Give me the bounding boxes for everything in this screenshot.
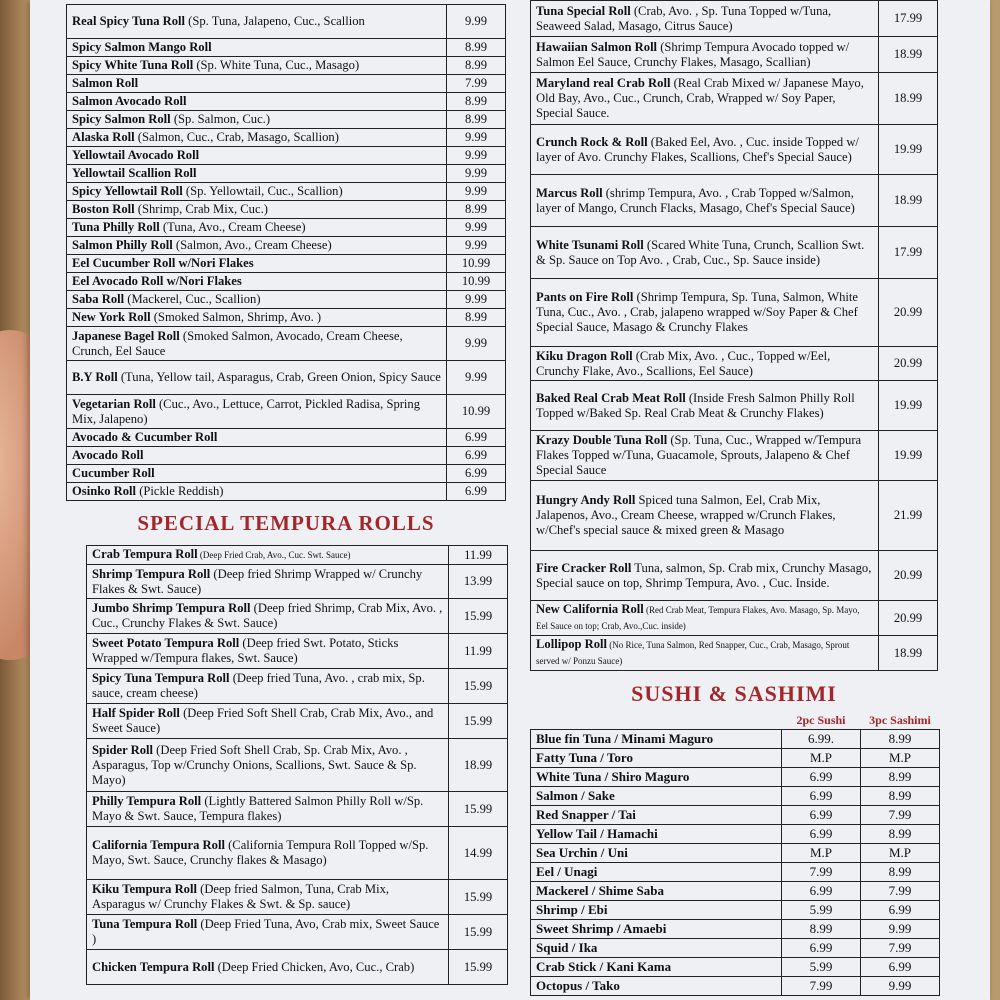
menu-item-row (531, 347, 938, 381)
item-name: Real Spicy Tuna Roll (72, 14, 186, 28)
item-name: Avocado & Cucumber Roll (72, 430, 218, 444)
sushi-price: 7.99 (782, 863, 861, 882)
item-description: (Tuna, Yellow tail, Asparagus, Crab, Green Onion, Spicy Sauce (117, 370, 441, 384)
item-price: 8.99 (447, 57, 506, 75)
item-description: (Inside Fresh Salmon Philly Roll Topped w/Baked Sp. Real Crab Meat & Crunchy Flakes) (536, 390, 855, 420)
sushi-row (531, 806, 940, 825)
item-name: Salmon Avocado Roll (72, 94, 187, 108)
sushi-name: Red Snapper / Tai (531, 806, 782, 825)
item-description: (Salmon, Avo., Cream Cheese) (172, 238, 332, 252)
menu-item-row (87, 827, 508, 880)
item-price: 8.99 (447, 93, 506, 111)
menu-item-row (87, 565, 508, 599)
item-description: (No Rice, Tuna Salmon, Red Snapper, Cuc., Crab, Masago, Sprout served w/ Ponzu Sauce) (536, 640, 850, 666)
item-description: (Smoked Salmon, Shrimp, Avo. ) (150, 310, 322, 324)
item-price: 9.99 (447, 237, 506, 255)
item-price: 6.99 (447, 483, 506, 501)
menu-item-row (87, 915, 508, 950)
item-price: 10.99 (447, 395, 506, 429)
item-price: 18.99 (879, 175, 938, 227)
sushi-name: Fatty Tuna / Toro (531, 749, 782, 768)
sashimi-price: 8.99 (861, 863, 940, 882)
menu-item-row (67, 309, 506, 327)
item-price: 20.99 (879, 601, 938, 636)
menu-item-row (67, 183, 506, 201)
item-name: Cucumber Roll (72, 466, 155, 480)
item-name: Hawaiian Salmon Roll (536, 39, 658, 54)
item-name: Pants on Fire Roll (536, 290, 634, 304)
item-price: 9.99 (447, 129, 506, 147)
item-description: (Crab Mix, Avo. , Cuc., Topped w/Eel, Crunchy Flake, Avo., Scallions, Eel Sauce) (536, 348, 831, 378)
item-name: Sweet Potato Tempura Roll (92, 636, 240, 650)
sashimi-price: 8.99 (861, 730, 940, 749)
sushi-name: Crab Stick / Kani Kama (531, 958, 782, 977)
sushi-name: Sea Urchin / Uni (531, 844, 782, 863)
item-name: Crunch Rock & Roll (536, 134, 648, 149)
sushi-row (531, 958, 940, 977)
item-price: 11.99 (449, 634, 508, 669)
item-price: 10.99 (447, 273, 506, 291)
item-name: Boston Roll (72, 202, 135, 216)
item-description: (Baked Eel, Avo. , Cuc. inside Topped w/ layer of Avo. Crunchy Flakes, Scallions, Chef's Special Sauce) (536, 134, 859, 164)
sushi-table (530, 711, 940, 996)
item-description: (Smoked Salmon, Avocado, Cream Cheese, Crunch, Eel Sauce (72, 328, 403, 358)
item-name: Chicken Tempura Roll (92, 959, 215, 974)
sushi-price: 6.99 (782, 787, 861, 806)
sushi-name: Blue fin Tuna / Minami Maguro (531, 730, 782, 749)
menu-item-row (531, 125, 938, 175)
item-name: Tuna Philly Roll (72, 220, 160, 234)
item-price: 9.99 (447, 361, 506, 395)
item-name: California Tempura Roll (92, 838, 225, 852)
item-name: Philly Tempura Roll (92, 794, 202, 808)
item-price: 9.99 (447, 219, 506, 237)
item-description: (shrimp Tempura, Avo. , Crab Topped w/Salmon, layer of Mango, Crunch Flacks, Masago, Chef's Special Sauce) (536, 185, 855, 215)
item-description: (Deep Fried Soft Shell Crab, Crab Mix, Avo., and Sweet Sauce) (92, 706, 434, 735)
sushi-row (531, 787, 940, 806)
sushi-heading: SUSHI & SASHIMI (631, 681, 837, 706)
menu-item-row (531, 551, 938, 601)
menu-item-row (87, 704, 508, 739)
item-price: 21.99 (879, 481, 938, 551)
item-name: Krazy Double Tuna Roll (536, 433, 668, 447)
sushi-price: 6.99 (782, 939, 861, 958)
sushi-name: Shrimp / Ebi (531, 901, 782, 920)
item-price: 17.99 (879, 227, 938, 279)
menu-item-row (67, 75, 506, 93)
sushi-name: Eel / Unagi (531, 863, 782, 882)
sushi-price: 6.99 (782, 806, 861, 825)
item-description: (Scared White Tuna, Crunch, Scallion Swt. & Sp. Sauce on Top Avo. , Crab, Cuc., Sp. Sauce inside) (536, 237, 865, 267)
menu-item-row (67, 361, 506, 395)
item-price: 18.99 (879, 636, 938, 671)
item-price: 8.99 (447, 309, 506, 327)
menu-item-row (531, 37, 938, 73)
item-description: (Deep fried Swt. Potato, Sticks Wrapped w/Tempura flakes, Swt. Sauce) (92, 636, 399, 665)
sushi-price: 6.99 (782, 882, 861, 901)
item-description: (Cuc., Avo., Lettuce, Carrot, Pickled Radisa, Spring Mix, Jalapeno) (72, 396, 421, 426)
right-column (530, 0, 938, 996)
item-name: Yellowtail Scallion Roll (72, 166, 197, 180)
item-name: Eel Avocado Roll w/Nori Flakes (72, 274, 242, 288)
sashimi-price: M.P (861, 749, 940, 768)
item-description: (Deep fried Salmon, Tuna, Crab Mix, Asparagus w/ Crunchy Flakes & Swt. & Sp. sauce) (92, 882, 390, 911)
item-name: Avocado Roll (72, 448, 144, 462)
item-name: Hungry Andy Roll (536, 493, 636, 507)
item-description: (Tuna, Avo., Cream Cheese) (159, 220, 306, 234)
item-name: Tuna Special Roll (536, 3, 631, 18)
item-price: 15.99 (449, 915, 508, 950)
menu-item-row (531, 601, 938, 636)
sushi-name: Mackerel / Shime Saba (531, 882, 782, 901)
menu-item-row (67, 273, 506, 291)
item-description: (Red Crab Meat, Tempura Flakes, Avo. Masago, Sp. Mayo, Eel Sauce on top; Crab, Avo.,Cuc. inside) (536, 605, 860, 631)
sushi-price: M.P (782, 844, 861, 863)
sushi-row (531, 730, 940, 749)
menu-item-row (87, 950, 508, 985)
sushi-row (531, 882, 940, 901)
menu-item-row (67, 483, 506, 501)
item-description: (Real Crab Mixed w/ Japanese Mayo, Old Bay, Avo., Cuc., Crunch, Crab, Wrapped w/ Soy Paper, Special Sauce. (536, 76, 864, 120)
item-price: 9.99 (447, 327, 506, 361)
item-description: (Deep Fried Tuna, Avo, Crab mix, Sweet Sauce ) (92, 917, 440, 946)
item-name: Shrimp Tempura Roll (92, 566, 211, 581)
sushi-price: 5.99 (782, 901, 861, 920)
menu-item-row (67, 201, 506, 219)
sushi-row (531, 920, 940, 939)
sashimi-price: 7.99 (861, 882, 940, 901)
item-description: (Lightly Battered Salmon Philly Roll w/Sp. Mayo & Swt. Sauce, Tempura flakes) (92, 794, 424, 823)
item-description: (Shrimp Tempura Avocado topped w/ Salmon Eel Sauce, Crunchy Flakes, Masago, Scallian) (536, 39, 850, 69)
menu-item-row (87, 792, 508, 827)
sushi-name: Squid / Ika (531, 939, 782, 958)
item-name: Lollipop Roll (536, 637, 608, 651)
sushi-row (531, 901, 940, 920)
menu-item-row (67, 291, 506, 309)
item-price: 6.99 (447, 429, 506, 447)
menu-item-row (87, 669, 508, 704)
item-price: 15.99 (449, 704, 508, 739)
menu-item-row (67, 237, 506, 255)
menu-item-row (67, 429, 506, 447)
item-price: 8.99 (447, 201, 506, 219)
menu-item-row (67, 111, 506, 129)
menu-item-row (67, 395, 506, 429)
item-name: Spicy Tuna Tempura Roll (92, 671, 230, 685)
item-name: Salmon Philly Roll (72, 238, 173, 252)
item-price: 15.99 (449, 950, 508, 985)
menu-item-row (67, 93, 506, 111)
item-name: Osinko Roll (72, 484, 137, 498)
item-description: (Deep fried Tuna, Avo. , crab mix, Sp. sauce, cream cheese) (92, 671, 425, 700)
menu-item-row (67, 39, 506, 57)
item-name: Tuna Tempura Roll (92, 917, 198, 931)
item-name: Spicy Salmon Mango Roll (72, 40, 212, 54)
item-description: (Salmon, Cuc., Crab, Masago, Scallion) (134, 130, 339, 144)
item-name: White Tsunami Roll (536, 237, 644, 252)
item-name: Marcus Roll (536, 185, 603, 200)
item-description: (California Tempura Roll Topped w/Sp. Mayo, Swt. Sauce, Crunchy flakes & Masago) (92, 838, 429, 867)
item-description: (Deep Fried Crab, Avo., Cuc. Swt. Sauce) (197, 550, 351, 560)
item-price: 9.99 (447, 165, 506, 183)
item-name: Crab Tempura Roll (92, 547, 198, 561)
item-name: Vegetarian Roll (72, 396, 156, 411)
menu-item-row (531, 279, 938, 347)
rolls-table (66, 4, 506, 501)
menu-item-row (67, 465, 506, 483)
item-price: 18.99 (879, 37, 938, 73)
sashimi-price: 6.99 (861, 901, 940, 920)
item-description: Spiced tuna Salmon, Eel, Crab Mix, Jalapenos, Avo., Cream Cheese, wrapped w/Crunch Flakes, w/Chef's special sauce & mixed green & Masago (536, 493, 836, 537)
menu-item-row (67, 219, 506, 237)
item-description: (Sp. White Tuna, Cuc., Masago) (193, 58, 360, 72)
left-column (66, 0, 506, 985)
sashimi-price: 9.99 (861, 920, 940, 939)
menu-item-row (67, 255, 506, 273)
item-description: (Shrimp Tempura, Sp. Tuna, Salmon, White Tuna, Cuc., Avo. , Crab, jalapeno wrapped w/Soy Paper & Chef Special Sauce, Masago & Crunchy Flakes (536, 290, 859, 334)
item-price: 9.99 (447, 183, 506, 201)
item-name: Baked Real Crab Meat Roll (536, 390, 686, 405)
sushi-price: 6.99. (782, 730, 861, 749)
menu-item-row (531, 175, 938, 227)
item-name: Alaska Roll (72, 130, 135, 144)
item-price: 9.99 (447, 147, 506, 165)
menu-item-row (531, 481, 938, 551)
sushi-name: White Tuna / Shiro Maguro (531, 768, 782, 787)
menu-item-row (531, 227, 938, 279)
sushi-price: 8.99 (782, 920, 861, 939)
item-price: 7.99 (447, 75, 506, 93)
menu-page (30, 0, 990, 1000)
item-name: Spider Roll (92, 742, 154, 757)
item-name: Salmon Roll (72, 76, 139, 90)
sushi-price: M.P (782, 749, 861, 768)
item-price: 6.99 (447, 465, 506, 483)
item-description: (Sp. Tuna, Jalapeno, Cuc., Scallion (185, 14, 365, 28)
sashimi-price: 9.99 (861, 977, 940, 996)
item-description: (Deep fried Shrimp Wrapped w/ Crunchy Flakes & Swt. Sauce) (92, 566, 423, 596)
item-description: (Mackerel, Cuc., Scallion) (124, 292, 261, 306)
sushi-row (531, 844, 940, 863)
menu-item-row (531, 1, 938, 37)
item-description: (Deep Fried Soft Shell Crab, Sp. Crab Mix, Avo. , Asparagus, Top w/Crunchy Onions, Scallions, Swt. Sauce & Sp. Mayo) (92, 742, 417, 787)
sushi-row (531, 768, 940, 787)
item-name: Half Spider Roll (92, 706, 180, 720)
menu-item-row (67, 147, 506, 165)
item-name: Eel Cucumber Roll w/Nori Flakes (72, 256, 254, 270)
sushi-price: 6.99 (782, 768, 861, 787)
item-name: New California Roll (536, 602, 644, 616)
item-price: 20.99 (879, 279, 938, 347)
sushi-price: 6.99 (782, 825, 861, 844)
sashimi-price: 6.99 (861, 958, 940, 977)
sushi-name: Sweet Shrimp / Amaebi (531, 920, 782, 939)
menu-item-row (67, 57, 506, 75)
menu-item-row (87, 634, 508, 669)
item-description: (Deep Fried Chicken, Avo, Cuc., Crab) (214, 959, 415, 974)
item-name: Japanese Bagel Roll (72, 328, 180, 343)
item-price: 20.99 (879, 347, 938, 381)
menu-item-row (67, 165, 506, 183)
item-description: (Shrimp, Crab Mix, Cuc.) (134, 202, 268, 216)
sashimi-price: 8.99 (861, 787, 940, 806)
sushi-name: Salmon / Sake (531, 787, 782, 806)
tempura-heading: SPECIAL TEMPURA ROLLS (137, 511, 435, 535)
sushi-row (531, 939, 940, 958)
item-price: 19.99 (879, 381, 938, 431)
item-description: (Pickle Reddish) (136, 484, 224, 498)
item-price: 13.99 (449, 565, 508, 599)
menu-item-row (87, 546, 508, 565)
sashimi-price: M.P (861, 844, 940, 863)
item-description: (Sp. Tuna, Cuc., Wrapped w/Tempura Flakes Topped w/Tuna, Guacamole, Sprouts, Jalapeno & Chef Special Sauce (536, 433, 862, 477)
menu-item-row (531, 381, 938, 431)
item-price: 17.99 (879, 1, 938, 37)
item-price: 15.99 (449, 669, 508, 704)
sashimi-price: 8.99 (861, 825, 940, 844)
sushi-row (531, 749, 940, 768)
item-name: Kiku Dragon Roll (536, 348, 633, 363)
sushi-header-row (531, 711, 940, 730)
sushi-row (531, 977, 940, 996)
item-name: Maryland real Crab Roll (536, 76, 671, 90)
menu-item-row (67, 447, 506, 465)
item-description: (Deep fried Shrimp, Crab Mix, Avo. , Cuc., Crunchy Flakes & Swt. Sauce) (92, 601, 443, 630)
item-description: (Sp. Salmon, Cuc.) (170, 112, 271, 126)
sashimi-col-header: 3pc Sashimi (861, 711, 940, 730)
item-name: Kiku Tempura Roll (92, 882, 197, 896)
item-name: Spicy Salmon Roll (72, 112, 171, 126)
item-price: 19.99 (879, 125, 938, 175)
item-price: 20.99 (879, 551, 938, 601)
item-description: Tuna, salmon, Sp. Crab mix, Crunchy Masago, Special sauce on top, Shrimp Tempura, Avo. , Cuc. Inside. (536, 560, 872, 590)
sushi-row (531, 863, 940, 882)
item-price: 10.99 (447, 255, 506, 273)
sushi-price: 7.99 (782, 977, 861, 996)
item-price: 6.99 (447, 447, 506, 465)
item-price: 19.99 (879, 431, 938, 481)
item-name: Spicy Yellowtail Roll (72, 184, 183, 198)
item-name: Yellowtail Avocado Roll (72, 148, 200, 162)
item-name: New York Roll (72, 310, 151, 324)
item-price: 15.99 (449, 880, 508, 915)
menu-item-row (87, 880, 508, 915)
item-price: 14.99 (449, 827, 508, 880)
menu-item-row (67, 327, 506, 361)
menu-item-row (87, 599, 508, 634)
menu-item-row (531, 636, 938, 671)
special-rolls-table (530, 0, 938, 671)
item-price: 9.99 (447, 5, 506, 39)
item-price: 11.99 (449, 546, 508, 565)
item-price: 18.99 (449, 739, 508, 792)
sashimi-price: 8.99 (861, 768, 940, 787)
item-description: (Crab, Avo. , Sp. Tuna Topped w/Tuna, Seaweed Salad, Masago, Citrus Sauce) (536, 3, 832, 33)
item-name: Jumbo Shrimp Tempura Roll (92, 601, 251, 615)
item-name: B.Y Roll (72, 370, 118, 384)
item-description: (Sp. Yellowtail, Cuc., Scallion) (182, 184, 343, 198)
item-name: Fire Cracker Roll (536, 560, 632, 575)
menu-item-row (531, 431, 938, 481)
menu-item-row (67, 129, 506, 147)
menu-item-row (531, 73, 938, 125)
sushi-row (531, 825, 940, 844)
sushi-price: 5.99 (782, 958, 861, 977)
sashimi-price: 7.99 (861, 939, 940, 958)
sushi-name: Octopus / Tako (531, 977, 782, 996)
item-name: Spicy White Tuna Roll (72, 58, 194, 72)
sashimi-price: 7.99 (861, 806, 940, 825)
menu-item-row (67, 5, 506, 39)
item-price: 18.99 (879, 73, 938, 125)
item-price: 15.99 (449, 792, 508, 827)
sushi-name: Yellow Tail / Hamachi (531, 825, 782, 844)
item-price: 8.99 (447, 111, 506, 129)
item-name: Saba Roll (72, 292, 125, 306)
item-price: 8.99 (447, 39, 506, 57)
tempura-table (86, 545, 508, 985)
item-price: 9.99 (447, 291, 506, 309)
sushi-col-header: 2pc Sushi (782, 711, 861, 730)
menu-item-row (87, 739, 508, 792)
item-price: 15.99 (449, 599, 508, 634)
